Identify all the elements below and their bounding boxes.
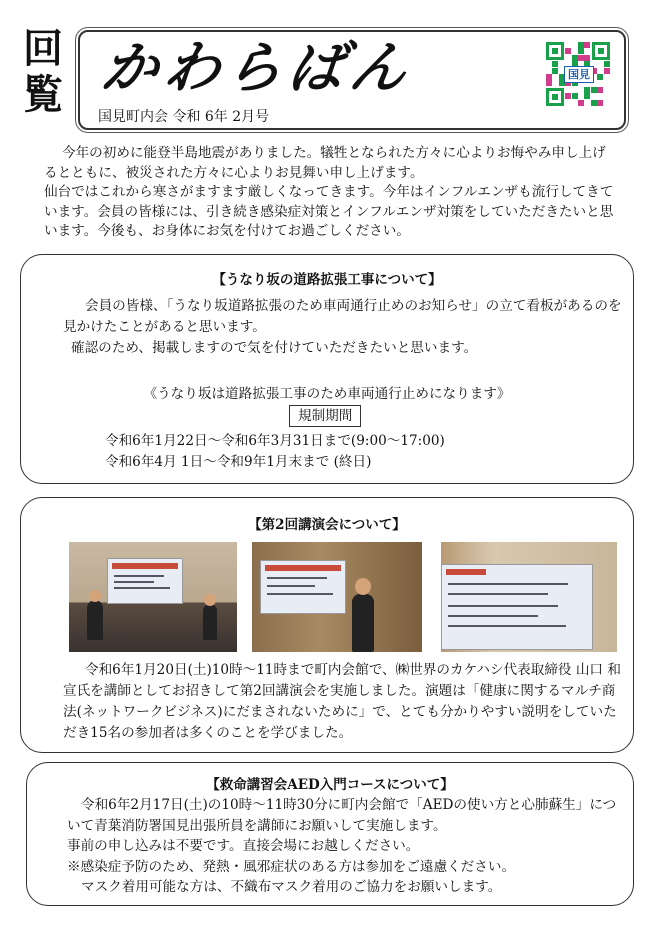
newsletter-header [78,30,626,130]
projector-screen [260,560,346,614]
road-dates [105,431,445,473]
qr-badge: 国見 [564,66,594,83]
intro-text [44,144,614,242]
speaker-figure [203,604,217,640]
lecture-section [20,497,634,753]
lecture-paragraph: 令和6年1月20日(土)10時～11時まで町内会館で、㈱世界のカケハシ代表取締役 山口 和宣氏を講師としてお招きして第2回講演会を実施しました。演題は「健康に関するマルチ商法(ネットワークビジネス)にだまされないために」で、とても分かりやすい説明をしていただき15名の参加者は多くのことを学びました。 [63,662,621,741]
kairan-char-2: 覧 [23,71,63,118]
intro-paragraph: 仙台ではこれから寒さがますます厳しくなってきます。今年はインフルエンザも流行してきています。会員の皆様には、引き続き感染症対策とインフルエンザ対策をしていただきたいと思います。今後も、お身体にお気を付けてお過ごしください。 [44,184,614,239]
aed-body [67,795,627,898]
kairan-char-1: 回 [23,25,63,72]
road-heading: 【うなり坂の道路拡張工事について】 [212,272,442,288]
aed-line: 事前の申し込みは不要です。直接会場にお越しください。 [67,838,420,854]
road-body [63,296,623,359]
intro-paragraph: 今年の初めに能登半島地震がありました。犠牲となられた方々に心よりお悔やみ申し上げるとともに、被災された方々に心よりお見舞い申し上げます。 [44,145,606,181]
qr-finder-icon [592,42,610,60]
aed-line: 令和6年2月17日(土)の10時～11時30分に町内会館で「AEDの使い方と心肺蘇生」について青葉消防署国見出張所員を講師にお願いして実施します。 [67,797,617,834]
road-construction-section [20,254,634,484]
qr-finder-icon [546,88,564,106]
qr-finder-icon [546,42,564,60]
issue-line: 国見町内会 令和 6年 2月号 [98,109,270,125]
aed-heading: 【救命講習会AED入門コースについて】 [206,777,454,793]
lecture-photo-3 [441,542,617,652]
kairan-label [20,26,66,118]
road-notice: 《うなり坂は道路拡張工事のため車両通行止めになります》 [143,386,511,402]
road-paragraph: 会員の皆様、「うなり坂道路拡張のため車両通行止めのお知らせ」の立て看板があるのを見かけたことがあると思います。 [63,298,622,335]
newsletter-title: かわらばん [97,36,417,101]
road-date-line: 令和6年1月22日～令和6年3月31日まで(9:00～17:00) [105,433,445,449]
projector-screen [441,564,593,650]
projector-screen [107,558,183,604]
lecture-body [63,660,623,744]
lecture-photo-1 [69,542,237,652]
aed-line: マスク着用可能な方は、不織布マスク着用のご協力をお願いします。 [81,879,502,895]
aed-section [26,762,634,906]
road-paragraph: 確認のため、掲載しますので気を付けていただきたいと思います。 [71,340,478,356]
road-date-line: 令和6年4月 1日～令和9年1月末まで (終日) [105,454,372,470]
qr-code-icon [546,42,610,106]
lecture-heading: 【第2回講演会について】 [248,517,406,533]
attendee-figure [87,600,103,640]
period-label: 規制期間 [289,405,361,427]
aed-line: ※感染症予防のため、発熱・風邪症状のある方は参加をご遠慮ください。 [67,858,516,875]
lecture-photo-2 [252,542,422,652]
speaker-figure [352,594,374,652]
